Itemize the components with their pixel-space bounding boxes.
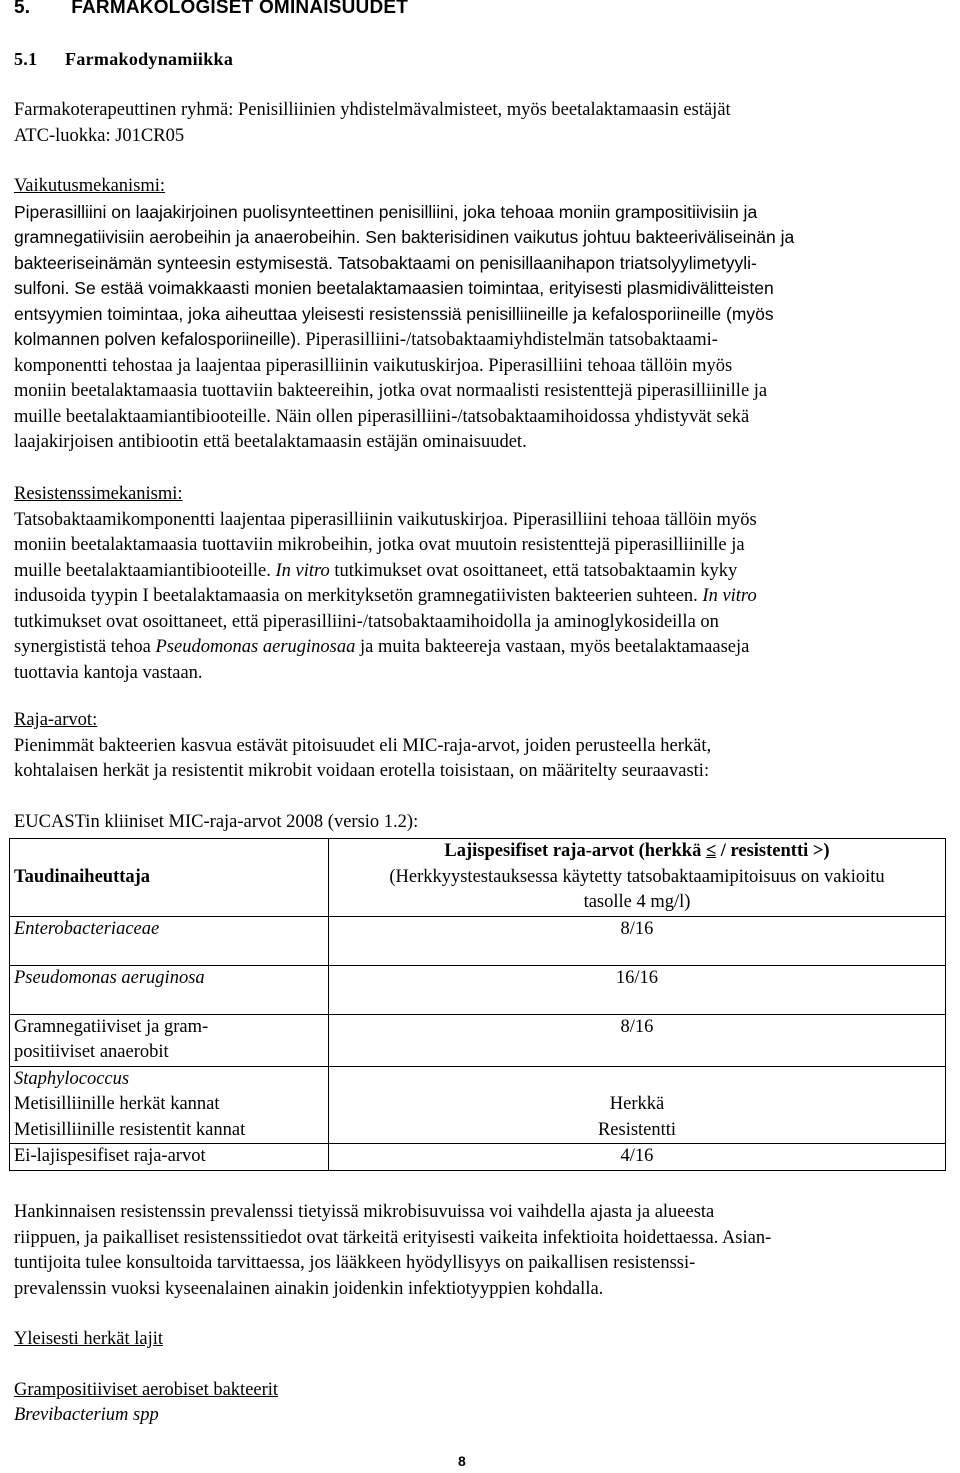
- text-run: indusoida tyypin I beetalaktamaasia on merkityksetön gramnegatiivisten bakteerien suhteen.: [14, 586, 698, 606]
- mechanism-line: Piperasilliini on laajakirjoinen puolisynteettinen penisilliini, joka tehoaa moniin grampositiivisiin ja: [14, 201, 758, 222]
- value-line: Herkkä: [609, 1094, 665, 1114]
- section-number: 5.: [14, 0, 31, 18]
- resistance-line: Tatsobaktaamikomponentti laajentaa piperasilliinin vaikutuskirjoa. Piperasilliini tehoaa tällöin myös: [14, 509, 757, 530]
- group-line: Farmakoterapeuttinen ryhmä: Penisilliinien yhdistelmävalmisteet, myös beetalaktamaasin estäjät: [14, 100, 731, 120]
- mechanism-serif-line: muille beetalaktaamiantibiooteille. Näin ollen piperasilliini-/tatsobaktaamihoidossa yhdistyvät sekä: [14, 406, 750, 427]
- mechanism-line: gramnegatiivisiin aerobeihin ja anaerobeihin. Sen bakterisidinen vaikutus johtuu bakteeriväliseinän ja: [14, 227, 795, 247]
- table-row: [10, 1014, 946, 1066]
- value-cell: 16/16: [329, 965, 946, 1014]
- table-row: [10, 965, 946, 1014]
- pathogen-cell: Enterobacteriaceae: [10, 916, 329, 965]
- section-heading: [14, 0, 408, 19]
- mechanism-serif-line: laajakirjoisen antibiootin että beetalaktamaasin estäjän ominaisuudet.: [14, 432, 527, 452]
- header-line: [333, 839, 941, 865]
- mechanism-line: entsyymien toimintaa, joka aiheuttaa yleisesti resistenssiä penisilliineille ja kefalosporiineille (myös: [14, 303, 774, 324]
- resistance-label: Resistenssimekanismi:: [14, 484, 183, 504]
- mechanism-line: bakteeriseinämän synteesin estymisestä. Tatsobaktaami on penisillaanihapon triatsolyylimetyyli-: [14, 252, 757, 273]
- text-run: muille beetalaktaamiantibiooteille.: [14, 560, 271, 581]
- page-number: 8: [458, 1453, 466, 1469]
- italic-term: Pseudomonas aeruginosaa: [155, 637, 356, 657]
- resistance-line: tuottavia kantoja vastaan.: [14, 662, 203, 683]
- italic-term: In vitro: [702, 586, 757, 606]
- pathogen-line: Metisilliinille resistentit kannat: [14, 1119, 246, 1140]
- pathogen-cell: Pseudomonas aeruginosa: [10, 965, 329, 1014]
- section-title: FARMAKOLOGISET OMINAISUUDET: [71, 0, 409, 18]
- susceptible-species-heading: Yleisesti herkät lajit: [14, 1329, 163, 1349]
- pathogen-line: Gramnegatiiviset ja gram-: [14, 1016, 209, 1037]
- eucast-title: EUCASTin kliiniset MIC-raja-arvot 2008 (versio 1.2):: [14, 812, 419, 832]
- italic-term: In vitro: [275, 560, 330, 581]
- text-run: / resistentti >): [720, 841, 830, 861]
- pathogen-line: Metisilliinille herkät kannat: [14, 1094, 220, 1114]
- mechanism-serif-line: komponentti tehostaa ja laajentaa piperasilliinin vaikutuskirjoa. Piperasilliini tehoaa tällöin myös: [14, 355, 733, 376]
- less-or-equal-symbol: ≤: [705, 841, 717, 861]
- resistance-line: tutkimukset ovat osoittaneet, että piperasilliini-/tatsobaktaamihoidolla ja aminoglykosideilla on: [14, 611, 719, 632]
- pathogen-cell: [10, 1066, 329, 1144]
- mechanism-line-end: kolmannen polven kefalosporiineille).: [14, 329, 301, 349]
- text-run: ja muita bakteereja vastaan, myös beetalaktamaaseja: [360, 637, 750, 657]
- header-line: (Herkkyystestauksessa käytetty tatsobaktaamipitoisuus on vakioitu: [389, 866, 885, 887]
- pathogen-line: positiiviset anaerobit: [14, 1042, 169, 1062]
- value-cell: 4/16: [329, 1144, 946, 1171]
- atc-code-line: ATC-luokka: J01CR05: [14, 125, 185, 146]
- gram-positive-heading: Grampositiiviset aerobiset bakteerit: [14, 1380, 279, 1400]
- prevalence-line: riippuen, ja paikalliset resistenssitiedot ovat tärkeitä erityisesti vaikeita infektioita hoidettaessa. Asian-: [14, 1227, 772, 1248]
- table-row: [10, 1066, 946, 1144]
- table-row: [10, 916, 946, 965]
- prevalence-line: tuntijoita tulee konsultoida tarvittaessa, jos lääkkeen hyödyllisyys on paikallisen resistenssi-: [14, 1253, 696, 1273]
- mechanism-mixed-line: [14, 327, 794, 354]
- mechanism-label: Vaikutusmekanismi:: [14, 176, 166, 196]
- header-cell-breakpoints: [329, 839, 946, 917]
- text-run: Lajispesifiset raja-arvot (herkkä: [444, 841, 702, 861]
- breakpoints-line: kohtalaisen herkät ja resistentit mikrobit voidaan erotella toisistaan, on määritelty seuraavasti:: [14, 761, 710, 781]
- resistance-section: [14, 482, 757, 686]
- mechanism-serif-start: Piperasilliini-/tatsobaktaamiyhdistelmän tatsobaktaami-: [305, 330, 718, 350]
- resistance-line: moniin beetalaktamaasia tuottaviin mikrobeihin, jotka ovat muutoin resistenttejä piperasilliinille ja: [14, 535, 745, 555]
- pathogen-line: Staphylococcus: [14, 1068, 130, 1089]
- breakpoints-section: [14, 708, 711, 785]
- breakpoints-line: Pienimmät bakteerien kasvua estävät pitoisuudet eli MIC-raja-arvot, joiden perusteella herkät,: [14, 735, 712, 756]
- mechanism-section: [14, 174, 794, 456]
- pathogen-cell: Ei-lajispesifiset raja-arvot: [10, 1144, 329, 1171]
- pathogen-cell: [10, 1014, 329, 1066]
- text-run: tutkimukset ovat osoittaneet, että tatsobaktaamin kyky: [334, 560, 738, 581]
- subsection-heading: [14, 49, 233, 70]
- value-cell: [329, 1066, 946, 1144]
- breakpoints-label: Raja-arvot:: [14, 710, 98, 730]
- prevalence-line: Hankinnaisen resistenssin prevalenssi tietyissä mikrobisuvuissa voi vaihdella ajasta ja alueesta: [14, 1202, 715, 1222]
- resistance-line: [14, 559, 757, 585]
- mic-breakpoint-table: [9, 838, 946, 1171]
- subsection-number: 5.1: [14, 49, 38, 69]
- table-header-row: [10, 839, 946, 917]
- prevalence-paragraph: [14, 1200, 771, 1302]
- resistance-line: [14, 635, 757, 661]
- pharmacotherapeutic-group: [14, 98, 731, 149]
- mechanism-line: sulfoni. Se estää voimakkaasti monien beetalaktamaasien toimintaa, erityisesti plasmidivälitteisten: [14, 278, 774, 298]
- text-run: synergististä tehoa: [14, 637, 151, 657]
- value-cell: 8/16: [329, 916, 946, 965]
- header-cell-pathogen: Taudinaiheuttaja: [10, 839, 329, 917]
- value-line: Resistentti: [597, 1119, 677, 1140]
- prevalence-line: prevalenssin vuoksi kyseenalainen ainakin joidenkin infektiotyyppien kohdalla.: [14, 1278, 604, 1299]
- value-cell: 8/16: [329, 1014, 946, 1066]
- header-line: tasolle 4 mg/l): [583, 892, 691, 912]
- species-name: Brevibacterium spp: [14, 1405, 159, 1425]
- table-row: [10, 1144, 946, 1171]
- mechanism-serif-line: moniin beetalaktamaasia tuottaviin bakteereihin, jotka ovat normaalisti resistenttejä piperasilliinille ja: [14, 381, 768, 401]
- subsection-title: Farmakodynamiikka: [65, 49, 234, 69]
- resistance-line: [14, 584, 757, 610]
